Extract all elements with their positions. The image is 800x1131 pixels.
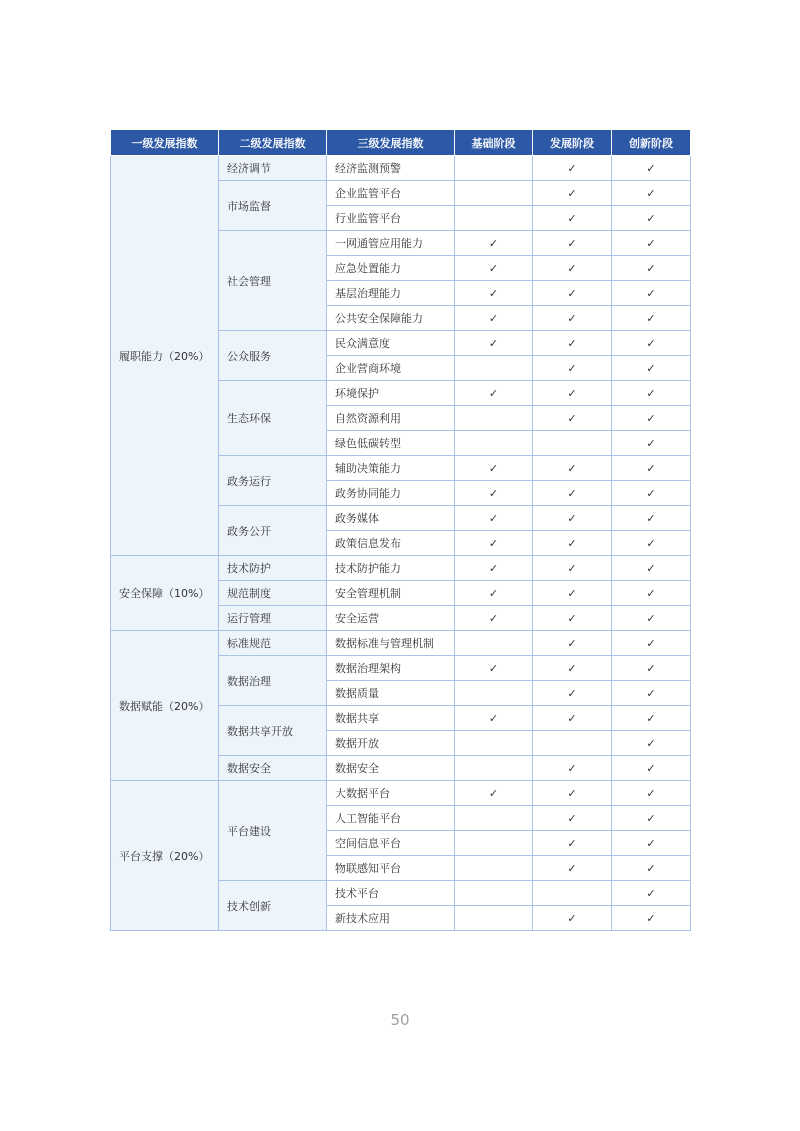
- level2-cell: 标准规范: [219, 631, 327, 656]
- check-mark-icon: ✓: [567, 911, 577, 925]
- basic-stage-cell: [455, 831, 533, 856]
- check-mark-icon: ✓: [567, 511, 577, 525]
- level2-cell: 平台建设: [219, 781, 327, 881]
- level3-cell: 辅助决策能力: [327, 456, 455, 481]
- innovation-stage-cell: [612, 206, 691, 231]
- level3-cell: 数据开放: [327, 731, 455, 756]
- level3-cell: 数据质量: [327, 681, 455, 706]
- level1-cell: 平台支撑（20%）: [111, 781, 219, 931]
- level2-cell: 政务公开: [219, 506, 327, 556]
- level3-cell: 人工智能平台: [327, 806, 455, 831]
- innovation-stage-cell: [612, 331, 691, 356]
- check-mark-icon: ✓: [646, 311, 656, 325]
- check-mark-icon: ✓: [646, 436, 656, 450]
- table-row: [111, 781, 691, 806]
- development-stage-cell: [533, 456, 612, 481]
- development-stage-cell: [533, 806, 612, 831]
- level3-cell: 数据安全: [327, 756, 455, 781]
- check-mark-icon: ✓: [567, 711, 577, 725]
- table-header-row: [111, 130, 691, 156]
- development-stage-cell: [533, 781, 612, 806]
- level2-cell: 技术创新: [219, 881, 327, 931]
- innovation-stage-cell: [612, 631, 691, 656]
- development-stage-cell: [533, 281, 612, 306]
- basic-stage-cell: [455, 881, 533, 906]
- check-mark-icon: ✓: [646, 861, 656, 875]
- innovation-stage-cell: [612, 781, 691, 806]
- level3-cell: 新技术应用: [327, 906, 455, 931]
- development-stage-cell: [533, 431, 612, 456]
- development-stage-cell: [533, 406, 612, 431]
- basic-stage-cell: [455, 731, 533, 756]
- innovation-stage-cell: [612, 306, 691, 331]
- basic-stage-cell: [455, 406, 533, 431]
- check-mark-icon: ✓: [488, 236, 499, 250]
- innovation-stage-cell: [612, 431, 691, 456]
- basic-stage-cell: [455, 231, 533, 256]
- level2-cell: 技术防护: [219, 556, 327, 581]
- basic-stage-cell: [455, 281, 533, 306]
- innovation-stage-cell: [612, 556, 691, 581]
- check-mark-icon: ✓: [488, 261, 499, 275]
- check-mark-icon: ✓: [488, 386, 499, 400]
- table-body: [111, 156, 691, 931]
- check-mark-icon: ✓: [646, 236, 656, 250]
- check-mark-icon: ✓: [646, 761, 656, 775]
- level3-cell: 数据治理架构: [327, 656, 455, 681]
- basic-stage-cell: [455, 356, 533, 381]
- page-number: 50: [390, 1011, 410, 1029]
- level1-cell: 履职能力（20%）: [111, 156, 219, 556]
- level3-cell: 基层治理能力: [327, 281, 455, 306]
- level2-cell: 公众服务: [219, 331, 327, 381]
- check-mark-icon: ✓: [567, 336, 577, 350]
- level3-cell: 技术防护能力: [327, 556, 455, 581]
- check-mark-icon: ✓: [646, 561, 656, 575]
- innovation-stage-cell: [612, 481, 691, 506]
- level2-cell: 市场监督: [219, 181, 327, 231]
- level3-cell: 安全运营: [327, 606, 455, 631]
- development-stage-cell: [533, 656, 612, 681]
- check-mark-icon: ✓: [646, 536, 656, 550]
- check-mark-icon: ✓: [488, 461, 499, 475]
- development-stage-cell: [533, 556, 612, 581]
- check-mark-icon: ✓: [567, 561, 577, 575]
- level3-cell: 绿色低碳转型: [327, 431, 455, 456]
- check-mark-icon: ✓: [567, 311, 577, 325]
- check-mark-icon: ✓: [646, 836, 656, 850]
- innovation-stage-cell: [612, 356, 691, 381]
- innovation-stage-cell: [612, 906, 691, 931]
- level3-cell: 大数据平台: [327, 781, 455, 806]
- level3-cell: 企业营商环境: [327, 356, 455, 381]
- innovation-stage-cell: [612, 506, 691, 531]
- check-mark-icon: ✓: [646, 411, 656, 425]
- development-stage-cell: [533, 906, 612, 931]
- basic-stage-cell: [455, 706, 533, 731]
- innovation-stage-cell: [612, 281, 691, 306]
- innovation-stage-cell: [612, 456, 691, 481]
- check-mark-icon: ✓: [567, 861, 577, 875]
- development-stage-cell: [533, 506, 612, 531]
- innovation-stage-cell: [612, 181, 691, 206]
- basic-stage-cell: [455, 256, 533, 281]
- development-stage-cell: [533, 606, 612, 631]
- basic-stage-cell: [455, 581, 533, 606]
- check-mark-icon: ✓: [646, 286, 656, 300]
- check-mark-icon: ✓: [567, 761, 577, 775]
- check-mark-icon: ✓: [646, 911, 656, 925]
- development-stage-cell: [533, 356, 612, 381]
- development-stage-cell: [533, 381, 612, 406]
- check-mark-icon: ✓: [567, 786, 577, 800]
- check-mark-icon: ✓: [488, 661, 499, 675]
- development-stage-cell: [533, 206, 612, 231]
- development-stage-cell: [533, 481, 612, 506]
- level2-cell: 社会管理: [219, 231, 327, 331]
- level3-cell: 数据共享: [327, 706, 455, 731]
- level3-cell: 一网通管应用能力: [327, 231, 455, 256]
- level2-cell: 生态环保: [219, 381, 327, 456]
- check-mark-icon: ✓: [488, 611, 499, 625]
- level3-cell: 民众满意度: [327, 331, 455, 356]
- check-mark-icon: ✓: [567, 161, 577, 175]
- check-mark-icon: ✓: [646, 661, 656, 675]
- header-level2: 二级发展指数: [219, 130, 327, 156]
- basic-stage-cell: [455, 856, 533, 881]
- level3-cell: 政务媒体: [327, 506, 455, 531]
- basic-stage-cell: [455, 506, 533, 531]
- innovation-stage-cell: [612, 756, 691, 781]
- check-mark-icon: ✓: [567, 211, 577, 225]
- development-stage-cell: [533, 631, 612, 656]
- check-mark-icon: ✓: [488, 336, 499, 350]
- check-mark-icon: ✓: [646, 386, 656, 400]
- development-stage-cell: [533, 681, 612, 706]
- check-mark-icon: ✓: [567, 586, 577, 600]
- check-mark-icon: ✓: [488, 286, 499, 300]
- check-mark-icon: ✓: [567, 611, 577, 625]
- basic-stage-cell: [455, 206, 533, 231]
- check-mark-icon: ✓: [567, 811, 577, 825]
- level1-cell: 安全保障（10%）: [111, 556, 219, 631]
- innovation-stage-cell: [612, 806, 691, 831]
- level3-cell: 安全管理机制: [327, 581, 455, 606]
- development-stage-cell: [533, 856, 612, 881]
- check-mark-icon: ✓: [488, 561, 499, 575]
- level2-cell: 经济调节: [219, 156, 327, 181]
- development-stage-cell: [533, 231, 612, 256]
- table-row: [111, 556, 691, 581]
- check-mark-icon: ✓: [646, 586, 656, 600]
- check-mark-icon: ✓: [646, 711, 656, 725]
- level3-cell: 经济监测预警: [327, 156, 455, 181]
- header-basic-stage: 基础阶段: [455, 130, 533, 156]
- innovation-stage-cell: [612, 656, 691, 681]
- check-mark-icon: ✓: [646, 886, 656, 900]
- innovation-stage-cell: [612, 706, 691, 731]
- basic-stage-cell: [455, 331, 533, 356]
- check-mark-icon: ✓: [488, 511, 499, 525]
- level3-cell: 自然资源利用: [327, 406, 455, 431]
- innovation-stage-cell: [612, 531, 691, 556]
- level3-cell: 政策信息发布: [327, 531, 455, 556]
- check-mark-icon: ✓: [567, 411, 577, 425]
- level2-cell: 规范制度: [219, 581, 327, 606]
- development-stage-cell: [533, 831, 612, 856]
- check-mark-icon: ✓: [646, 336, 656, 350]
- header-development-stage: 发展阶段: [533, 130, 612, 156]
- development-stage-cell: [533, 531, 612, 556]
- header-level1: 一级发展指数: [111, 130, 219, 156]
- development-stage-cell: [533, 181, 612, 206]
- check-mark-icon: ✓: [567, 836, 577, 850]
- check-mark-icon: ✓: [567, 536, 577, 550]
- check-mark-icon: ✓: [488, 311, 499, 325]
- basic-stage-cell: [455, 156, 533, 181]
- development-stage-cell: [533, 881, 612, 906]
- level3-cell: 物联感知平台: [327, 856, 455, 881]
- check-mark-icon: ✓: [488, 536, 499, 550]
- innovation-stage-cell: [612, 381, 691, 406]
- check-mark-icon: ✓: [567, 636, 577, 650]
- check-mark-icon: ✓: [567, 286, 577, 300]
- level2-cell: 数据安全: [219, 756, 327, 781]
- development-index-table: [110, 129, 691, 931]
- innovation-stage-cell: [612, 881, 691, 906]
- development-stage-cell: [533, 706, 612, 731]
- innovation-stage-cell: [612, 681, 691, 706]
- check-mark-icon: ✓: [646, 811, 656, 825]
- check-mark-icon: ✓: [488, 486, 499, 500]
- development-stage-cell: [533, 331, 612, 356]
- check-mark-icon: ✓: [646, 636, 656, 650]
- innovation-stage-cell: [612, 406, 691, 431]
- check-mark-icon: ✓: [646, 261, 656, 275]
- innovation-stage-cell: [612, 606, 691, 631]
- level1-cell: 数据赋能（20%）: [111, 631, 219, 781]
- check-mark-icon: ✓: [567, 661, 577, 675]
- level3-cell: 行业监管平台: [327, 206, 455, 231]
- basic-stage-cell: [455, 381, 533, 406]
- check-mark-icon: ✓: [567, 686, 577, 700]
- basic-stage-cell: [455, 556, 533, 581]
- basic-stage-cell: [455, 631, 533, 656]
- innovation-stage-cell: [612, 831, 691, 856]
- level3-cell: 环境保护: [327, 381, 455, 406]
- innovation-stage-cell: [612, 731, 691, 756]
- level2-cell: 政务运行: [219, 456, 327, 506]
- development-stage-cell: [533, 156, 612, 181]
- basic-stage-cell: [455, 906, 533, 931]
- basic-stage-cell: [455, 656, 533, 681]
- basic-stage-cell: [455, 756, 533, 781]
- development-stage-cell: [533, 306, 612, 331]
- innovation-stage-cell: [612, 581, 691, 606]
- check-mark-icon: ✓: [646, 186, 656, 200]
- basic-stage-cell: [455, 456, 533, 481]
- level3-cell: 数据标准与管理机制: [327, 631, 455, 656]
- innovation-stage-cell: [612, 231, 691, 256]
- innovation-stage-cell: [612, 856, 691, 881]
- level2-cell: 运行管理: [219, 606, 327, 631]
- basic-stage-cell: [455, 781, 533, 806]
- check-mark-icon: ✓: [646, 686, 656, 700]
- check-mark-icon: ✓: [646, 361, 656, 375]
- check-mark-icon: ✓: [646, 461, 656, 475]
- check-mark-icon: ✓: [488, 786, 499, 800]
- basic-stage-cell: [455, 681, 533, 706]
- basic-stage-cell: [455, 606, 533, 631]
- level3-cell: 政务协同能力: [327, 481, 455, 506]
- check-mark-icon: ✓: [567, 461, 577, 475]
- header-level3: 三级发展指数: [327, 130, 455, 156]
- basic-stage-cell: [455, 306, 533, 331]
- basic-stage-cell: [455, 431, 533, 456]
- level2-cell: 数据共享开放: [219, 706, 327, 756]
- check-mark-icon: ✓: [567, 186, 577, 200]
- level3-cell: 公共安全保障能力: [327, 306, 455, 331]
- basic-stage-cell: [455, 531, 533, 556]
- level3-cell: 空间信息平台: [327, 831, 455, 856]
- level2-cell: 数据治理: [219, 656, 327, 706]
- development-stage-cell: [533, 756, 612, 781]
- check-mark-icon: ✓: [567, 236, 577, 250]
- development-stage-cell: [533, 581, 612, 606]
- innovation-stage-cell: [612, 256, 691, 281]
- development-stage-cell: [533, 731, 612, 756]
- innovation-stage-cell: [612, 156, 691, 181]
- check-mark-icon: ✓: [488, 586, 499, 600]
- check-mark-icon: ✓: [646, 511, 656, 525]
- level3-cell: 应急处置能力: [327, 256, 455, 281]
- check-mark-icon: ✓: [646, 161, 656, 175]
- check-mark-icon: ✓: [646, 211, 656, 225]
- check-mark-icon: ✓: [646, 736, 656, 750]
- check-mark-icon: ✓: [646, 486, 656, 500]
- development-stage-cell: [533, 256, 612, 281]
- check-mark-icon: ✓: [567, 261, 577, 275]
- check-mark-icon: ✓: [646, 786, 656, 800]
- basic-stage-cell: [455, 181, 533, 206]
- header-innovation-stage: 创新阶段: [612, 130, 691, 156]
- check-mark-icon: ✓: [488, 711, 499, 725]
- check-mark-icon: ✓: [567, 361, 577, 375]
- check-mark-icon: ✓: [567, 386, 577, 400]
- level3-cell: 技术平台: [327, 881, 455, 906]
- basic-stage-cell: [455, 481, 533, 506]
- check-mark-icon: ✓: [646, 611, 656, 625]
- table-row: [111, 631, 691, 656]
- table-row: [111, 156, 691, 181]
- level3-cell: 企业监管平台: [327, 181, 455, 206]
- basic-stage-cell: [455, 806, 533, 831]
- check-mark-icon: ✓: [567, 486, 577, 500]
